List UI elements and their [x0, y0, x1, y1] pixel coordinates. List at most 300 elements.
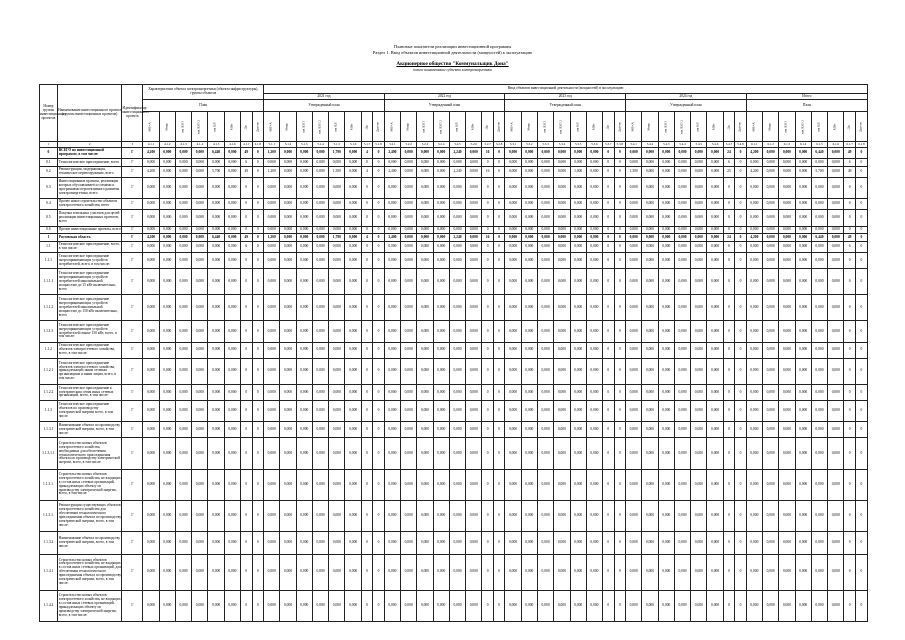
row-value: 0,000	[192, 531, 208, 554]
row-value: 0	[735, 178, 746, 199]
row-identifier: Г	[122, 358, 143, 384]
row-value: 0	[603, 295, 614, 321]
row-value: 0,000	[779, 199, 795, 210]
row-value: 0	[614, 531, 625, 554]
row-value: 0	[614, 253, 625, 269]
row-value: 0,000	[707, 159, 723, 167]
row-value: 0,000	[691, 422, 707, 438]
row-value: 0,000	[345, 531, 361, 554]
row-value: 0,000	[537, 422, 553, 438]
row-value: 0,000	[505, 554, 521, 590]
row-value: 0	[723, 342, 734, 358]
row-value: 0,000	[192, 226, 208, 234]
row-value: 0,000	[175, 321, 191, 342]
row-value: 0,000	[264, 401, 280, 422]
header-unit-3: км ЛЭП 2	[795, 112, 811, 142]
row-value: 0	[603, 438, 614, 469]
row-value: 0,000	[811, 321, 827, 342]
row-value: 0	[361, 253, 372, 269]
row-value: 0	[373, 159, 384, 167]
row-value: 0,000	[449, 422, 465, 438]
table-row	[40, 469, 868, 500]
row-value: 0,000	[208, 253, 224, 269]
row-value: 0,000	[626, 422, 642, 438]
row-value: 0,000	[642, 384, 658, 400]
row-value: 0,000	[795, 469, 811, 500]
row-value: 0,000	[586, 159, 602, 167]
header-unit-3: км ЛЭП 2	[554, 112, 570, 142]
row-value: 0,000	[159, 321, 175, 342]
row-value: 0,000	[312, 148, 328, 159]
row-value: 0	[252, 210, 264, 226]
row-value: 0,000	[449, 159, 465, 167]
row-value: 0,000	[143, 422, 159, 438]
row-value: 0	[493, 500, 504, 531]
column-number: 5.1.6	[345, 142, 361, 148]
row-value: 0,000	[433, 500, 449, 531]
row-identifier: Г	[122, 469, 143, 500]
column-number: 6.1.3	[779, 142, 795, 148]
row-value: 0,000	[811, 384, 827, 400]
row-value: 0,000	[626, 234, 642, 242]
row-value: 0,000	[570, 500, 586, 531]
row-value: 0	[603, 469, 614, 500]
row-value: 0,000	[159, 469, 175, 500]
row-identifier: Г	[122, 159, 143, 167]
row-value: 0,000	[192, 342, 208, 358]
header-project-name: Наименование инвестиционного проекта (группы инвестиционных проектов)	[57, 85, 122, 142]
row-value: 0,000	[345, 166, 361, 177]
row-value: 0,000	[312, 422, 328, 438]
row-value: 0,000	[417, 590, 433, 621]
row-name: Строительство новых объектов электросетевого хозяйства, не входящих в состав иных сетевых организаций, для обеспечения технологического присоединения объекта по производству электрической энергии, всего, в том числе:	[57, 554, 122, 590]
row-value: 0	[614, 590, 625, 621]
row-value: 0	[735, 253, 746, 269]
row-value: 0	[855, 159, 867, 167]
row-value: 0	[493, 210, 504, 226]
row-value: 0,000	[521, 159, 537, 167]
row-value: 0,000	[224, 469, 240, 500]
row-value: 0,000	[345, 554, 361, 590]
row-value: 4	[361, 148, 372, 159]
row-value: 0,000	[466, 469, 482, 500]
row-value: 0,000	[192, 199, 208, 210]
row-value: 0,000	[811, 590, 827, 621]
row-value: 0,000	[433, 401, 449, 422]
row-value: 0,000	[296, 148, 312, 159]
row-value: 0	[241, 253, 252, 269]
row-value: 0,000	[192, 384, 208, 400]
row-value: 0	[361, 241, 372, 252]
row-value: 0,000	[828, 234, 844, 242]
row-value: 0,000	[433, 321, 449, 342]
row-value: 0,000	[264, 321, 280, 342]
row-value: 0,000	[345, 159, 361, 167]
row-value: 0,000	[175, 226, 191, 234]
row-value: 16	[482, 166, 493, 177]
row-value: 0,000	[159, 401, 175, 422]
row-value: 0	[361, 358, 372, 384]
row-value: 0,000	[570, 590, 586, 621]
row-value: 0,000	[658, 159, 674, 167]
row-value: 0,000	[175, 422, 191, 438]
column-number: 5.2.1	[384, 142, 400, 148]
row-value: 0	[614, 321, 625, 342]
row-value: 0	[735, 226, 746, 234]
row-value: 0,000	[642, 554, 658, 590]
row-value: 0,000	[586, 358, 602, 384]
row-value: 0,000	[674, 148, 690, 159]
row-value: 0,000	[586, 321, 602, 342]
header-unit-5: МВт	[466, 112, 482, 142]
row-value: 0	[735, 269, 746, 295]
row-value: 0,000	[401, 253, 417, 269]
row-value: 0,000	[554, 438, 570, 469]
row-value: 0,000	[208, 210, 224, 226]
row-value: 0,000	[674, 253, 690, 269]
row-value: 0,000	[417, 269, 433, 295]
column-number: 5.3.4	[554, 142, 570, 148]
header-unit-1: Мвар	[401, 112, 417, 142]
row-value: 0,000	[329, 199, 345, 210]
row-value: 0,000	[521, 422, 537, 438]
row-value: 0,000	[466, 531, 482, 554]
row-value: 0,000	[280, 438, 296, 469]
row-value: 4,200	[746, 234, 762, 242]
row-value: 0,000	[264, 159, 280, 167]
row-value: 0	[241, 199, 252, 210]
column-number: 4.1.6	[224, 142, 240, 148]
header-unit-5: МВт	[707, 112, 723, 142]
header-unit-0: МВ×А	[143, 112, 159, 142]
row-value: 0,000	[746, 295, 762, 321]
row-value: 0,000	[779, 469, 795, 500]
row-value: 0	[603, 321, 614, 342]
row-value: 0,000	[746, 438, 762, 469]
row-value: 0,000	[828, 358, 844, 384]
row-value: 0,000	[466, 342, 482, 358]
row-identifier: Г	[122, 531, 143, 554]
row-value: 0,000	[505, 358, 521, 384]
row-value: 0,000	[658, 226, 674, 234]
row-value: 0,000	[586, 210, 602, 226]
row-value: 0	[603, 253, 614, 269]
row-value: 0	[252, 166, 264, 177]
row-value: 0,000	[192, 166, 208, 177]
column-number: 6.1.8	[855, 142, 867, 148]
row-value: 0,000	[779, 234, 795, 242]
row-value: 0,000	[312, 401, 328, 422]
row-value: 0,000	[626, 148, 642, 159]
company-name: Акционерное общество "Коммунальщик Дона"	[396, 61, 509, 67]
row-code: 1.1.3.1.1	[40, 438, 58, 469]
row-value: 0,000	[626, 226, 642, 234]
table-row	[40, 531, 868, 554]
row-value: 0,000	[466, 253, 482, 269]
row-code: 1.1.3.1	[40, 422, 58, 438]
row-value: 0,000	[570, 269, 586, 295]
row-code: 0.5	[40, 210, 58, 226]
row-value: 0,000	[779, 226, 795, 234]
row-value: 0,000	[554, 342, 570, 358]
row-value: 0	[723, 358, 734, 384]
row-value: 0,000	[175, 590, 191, 621]
row-value: 0,000	[192, 554, 208, 590]
row-value: 0,000	[570, 226, 586, 234]
row-value: 0,000	[570, 438, 586, 469]
row-value: 0,000	[417, 295, 433, 321]
row-value: 0	[373, 422, 384, 438]
row-value: 0,000	[505, 234, 521, 242]
row-value: 0,000	[449, 210, 465, 226]
row-value: 0	[844, 531, 855, 554]
row-value: 0	[241, 531, 252, 554]
row-value: 0,000	[401, 469, 417, 500]
row-value: 0	[735, 590, 746, 621]
row-value: 0	[855, 438, 867, 469]
row-value: 0,000	[707, 469, 723, 500]
row-value: 0,000	[264, 554, 280, 590]
row-value: 0,000	[175, 269, 191, 295]
table-row	[40, 210, 868, 226]
row-value: 0,000	[433, 178, 449, 199]
row-identifier: Г	[122, 590, 143, 621]
row-value: 0	[373, 321, 384, 342]
row-value: 0	[493, 234, 504, 242]
row-value: 0	[855, 295, 867, 321]
column-number: 5.3.7	[603, 142, 614, 148]
row-value: 0	[252, 358, 264, 384]
row-value: 0,000	[296, 234, 312, 242]
row-identifier: Г	[122, 342, 143, 358]
table-row	[40, 401, 868, 422]
row-value: 0,000	[449, 321, 465, 342]
row-value: 0,000	[449, 199, 465, 210]
row-value: 0,000	[707, 210, 723, 226]
row-value: 0,000	[159, 234, 175, 242]
row-code: 1.1.1.1	[40, 269, 58, 295]
row-value: 0,000	[795, 199, 811, 210]
row-identifier: Г	[122, 234, 143, 242]
row-value: 0,000	[296, 384, 312, 400]
row-name: Строительство новых объектов электросетевого хозяйства, не входящих в состав иных сетевых организаций, принадлежащих объекту по производству электрической энергии, всего, в том числе:	[57, 590, 122, 621]
row-value: 0,000	[505, 469, 521, 500]
row-value: 0,000	[586, 422, 602, 438]
row-value: 0,000	[707, 199, 723, 210]
row-value: 0,000	[159, 590, 175, 621]
column-number: 5.1.7	[361, 142, 372, 148]
row-value: 0,000	[586, 241, 602, 252]
row-value: 0	[603, 500, 614, 531]
row-value: 0,000	[537, 199, 553, 210]
column-number: 5.4.5	[691, 142, 707, 148]
row-value: 16	[482, 148, 493, 159]
row-value: 0,000	[554, 358, 570, 384]
row-value: 0,000	[707, 226, 723, 234]
row-value: 0	[373, 295, 384, 321]
header-unit-7: Другое	[493, 112, 504, 142]
row-value: 0	[241, 590, 252, 621]
row-value: 5,700	[811, 166, 827, 177]
row-value: 0,000	[312, 321, 328, 342]
row-value: 0	[252, 159, 264, 167]
row-value: 0,000	[208, 241, 224, 252]
row-value: 0,000	[779, 438, 795, 469]
row-value: 0	[603, 384, 614, 400]
header-unit-0: МВ×А	[384, 112, 400, 142]
row-value: 0	[735, 295, 746, 321]
row-value: 0,000	[707, 148, 723, 159]
row-value: 0,000	[537, 554, 553, 590]
row-value: 0,000	[417, 321, 433, 342]
row-value: 0	[373, 148, 384, 159]
row-value: 0,000	[795, 159, 811, 167]
row-value: 0,000	[345, 358, 361, 384]
table-row	[40, 178, 868, 199]
row-value: 0,000	[417, 159, 433, 167]
row-value: 0,000	[175, 500, 191, 531]
row-value: 0,000	[159, 253, 175, 269]
row-value: 0,000	[433, 159, 449, 167]
row-value: 0,000	[779, 531, 795, 554]
row-value: 0,000	[329, 342, 345, 358]
row-value: 0	[614, 241, 625, 252]
header-unit-6: Др.	[844, 112, 855, 142]
row-value: 0,000	[329, 210, 345, 226]
row-value: 0,000	[707, 401, 723, 422]
row-value: 0,000	[224, 422, 240, 438]
row-value: 0,000	[345, 269, 361, 295]
row-value: 6	[241, 159, 252, 167]
row-value: 0,000	[626, 342, 642, 358]
row-value: 0,000	[175, 401, 191, 422]
column-number: 5.2.2	[401, 142, 417, 148]
row-value: 0,000	[312, 590, 328, 621]
row-value: 0,000	[143, 241, 159, 252]
row-value: 0,000	[208, 226, 224, 234]
row-value: 0	[735, 358, 746, 384]
row-value: 0	[252, 321, 264, 342]
row-identifier: Г	[122, 178, 143, 199]
row-value: 0	[614, 210, 625, 226]
column-number: 5.3.5	[570, 142, 586, 148]
row-value: 0,000	[384, 295, 400, 321]
row-value: 0,000	[296, 199, 312, 210]
table-row	[40, 554, 868, 590]
column-number: 3	[122, 142, 143, 148]
row-value: 6	[723, 241, 734, 252]
row-value: 0,000	[658, 342, 674, 358]
row-value: 0,000	[143, 500, 159, 531]
row-value: 0,000	[642, 358, 658, 384]
row-value: 0	[723, 269, 734, 295]
row-value: 0,000	[312, 199, 328, 210]
row-value: 0,000	[658, 531, 674, 554]
column-number: 5.4.2	[642, 142, 658, 148]
row-value: 0,000	[401, 166, 417, 177]
header-status-3: Утвержденный план	[626, 100, 747, 112]
row-value: 0,000	[537, 159, 553, 167]
row-value: 0	[855, 241, 867, 252]
row-value: 0	[373, 500, 384, 531]
row-value: 0,000	[746, 210, 762, 226]
row-value: 0,000	[224, 321, 240, 342]
row-value: 0,000	[674, 269, 690, 295]
table-row	[40, 342, 868, 358]
row-value: 0,000	[401, 554, 417, 590]
row-value: 0	[241, 269, 252, 295]
row-value: 0	[735, 422, 746, 438]
header-unit-2: км ЛЭП	[779, 112, 795, 142]
row-value: 0,000	[570, 253, 586, 269]
row-value: 0,000	[401, 342, 417, 358]
row-value: 0	[241, 226, 252, 234]
column-number: 2	[57, 142, 122, 148]
row-value: 0,000	[329, 500, 345, 531]
row-value: 0	[603, 241, 614, 252]
row-value: 0,000	[746, 422, 762, 438]
row-value: 0,000	[280, 554, 296, 590]
row-value: 0,000	[642, 342, 658, 358]
row-value: 49	[844, 148, 855, 159]
row-value: 0,000	[642, 500, 658, 531]
header-unit-2: км ЛЭП	[417, 112, 433, 142]
row-value: 0,000	[779, 554, 795, 590]
row-value: 0,000	[264, 590, 280, 621]
row-value: 0	[482, 295, 493, 321]
row-value: 0	[844, 384, 855, 400]
row-value: 0,000	[521, 342, 537, 358]
row-name: Наименование объекта по производству электрической энергии, всего, в том числе:	[57, 422, 122, 438]
row-value: 0,000	[658, 178, 674, 199]
row-value: 0,000	[691, 199, 707, 210]
header-unit-0: МВ×А	[746, 112, 762, 142]
row-value: 0,000	[345, 295, 361, 321]
row-value: 0	[252, 384, 264, 400]
row-value: 0	[723, 178, 734, 199]
header-year-2: 2023 год	[505, 94, 626, 100]
row-value: 0,000	[521, 210, 537, 226]
row-code: 0.4	[40, 199, 58, 210]
row-code: 1.1.4.1	[40, 554, 58, 590]
row-value: 0	[361, 210, 372, 226]
row-name: Технологическое присоединение к электрическим сетям иных сетевых организаций, всего, в том числе:	[57, 384, 122, 400]
row-value: 0	[844, 321, 855, 342]
row-value: 0,000	[521, 253, 537, 269]
row-value: 0	[373, 358, 384, 384]
row-value: 6,440	[208, 148, 224, 159]
row-value: 0,000	[224, 554, 240, 590]
row-value: 0,000	[762, 253, 778, 269]
row-value: 0,000	[433, 438, 449, 469]
row-value: 0,000	[296, 226, 312, 234]
row-value: 0	[373, 166, 384, 177]
row-value: 0,000	[537, 226, 553, 234]
row-value: 0,000	[466, 166, 482, 177]
row-value: 0,000	[433, 253, 449, 269]
row-value: 0,000	[586, 401, 602, 422]
row-value: 0,000	[674, 166, 690, 177]
row-identifier: Г	[122, 226, 143, 234]
row-value: 0,000	[505, 438, 521, 469]
row-value: 0,000	[466, 321, 482, 342]
table-row	[40, 321, 868, 342]
row-value: 6	[241, 241, 252, 252]
row-value: 0,000	[224, 166, 240, 177]
row-value: 0,000	[175, 199, 191, 210]
row-value: 0	[482, 342, 493, 358]
row-value: 0,000	[345, 178, 361, 199]
